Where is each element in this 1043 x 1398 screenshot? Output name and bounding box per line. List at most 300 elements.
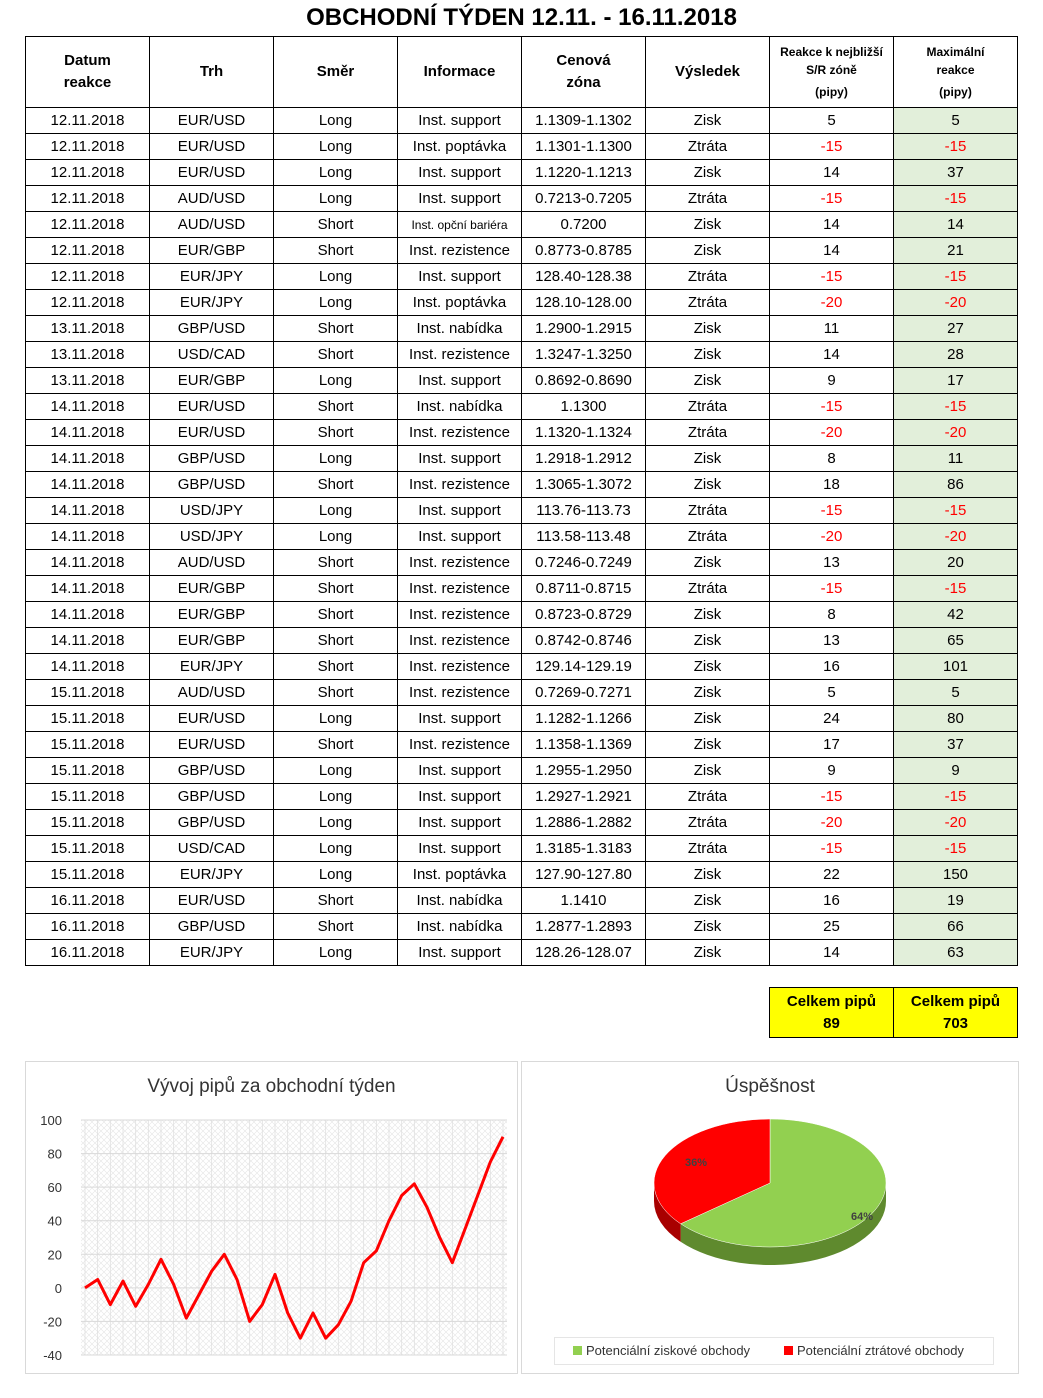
- cell-max: 42: [894, 602, 1018, 628]
- cell-smer: Long: [274, 940, 398, 966]
- table-body: [26, 108, 1018, 966]
- cell-max: 28: [894, 342, 1018, 368]
- cell-zona: 0.7200: [522, 212, 646, 238]
- cell-max: -15: [894, 394, 1018, 420]
- cell-trh: EUR/JPY: [150, 264, 274, 290]
- y-tick-label: -40: [43, 1348, 62, 1363]
- cell-informace: Inst. rezistence: [398, 602, 522, 628]
- cell-reakce: 9: [770, 758, 894, 784]
- cell-datum: 16.11.2018: [26, 914, 150, 940]
- cell-smer: Long: [274, 134, 398, 160]
- cell-datum: 14.11.2018: [26, 446, 150, 472]
- cell-smer: Long: [274, 264, 398, 290]
- line-chart-panel: [25, 1061, 518, 1374]
- cell-smer: Short: [274, 212, 398, 238]
- header-max-line3: (pipy): [939, 85, 972, 99]
- cell-max: -20: [894, 420, 1018, 446]
- cell-reakce: -20: [770, 810, 894, 836]
- cell-reakce: 25: [770, 914, 894, 940]
- cell-trh: EUR/USD: [150, 134, 274, 160]
- cell-max: 5: [894, 108, 1018, 134]
- cell-datum: 15.11.2018: [26, 862, 150, 888]
- cell-datum: 13.11.2018: [26, 368, 150, 394]
- cell-vysledek: Ztráta: [646, 498, 770, 524]
- cell-trh: EUR/JPY: [150, 862, 274, 888]
- cell-reakce: -15: [770, 784, 894, 810]
- total-max-value: 703: [942, 1014, 969, 1032]
- cell-vysledek: Zisk: [646, 550, 770, 576]
- cell-zona: 113.58-113.48: [522, 524, 646, 550]
- cell-reakce: 13: [770, 628, 894, 654]
- cell-datum: 16.11.2018: [26, 888, 150, 914]
- legend-item-loss: [784, 1343, 964, 1358]
- cell-zona: 1.3065-1.3072: [522, 472, 646, 498]
- cell-informace: Inst. support: [398, 940, 522, 966]
- cell-reakce: 5: [770, 108, 894, 134]
- cell-vysledek: Ztráta: [646, 576, 770, 602]
- cell-datum: 13.11.2018: [26, 316, 150, 342]
- cell-datum: 15.11.2018: [26, 706, 150, 732]
- cell-trh: GBP/USD: [150, 758, 274, 784]
- y-tick-label: 0: [54, 1280, 62, 1296]
- cell-smer: Short: [274, 732, 398, 758]
- cell-reakce: 16: [770, 654, 894, 680]
- cell-max: 37: [894, 732, 1018, 758]
- cell-datum: 15.11.2018: [26, 836, 150, 862]
- cell-informace: Inst. support: [398, 758, 522, 784]
- cell-max: -15: [894, 836, 1018, 862]
- cell-zona: 1.3185-1.3183: [522, 836, 646, 862]
- cell-datum: 14.11.2018: [26, 550, 150, 576]
- cell-smer: Short: [274, 550, 398, 576]
- table-row: [26, 446, 1018, 472]
- pie-data-label: 36%: [684, 1157, 708, 1169]
- cell-informace: Inst. support: [398, 264, 522, 290]
- cell-informace: Inst. rezistence: [398, 680, 522, 706]
- cell-vysledek: Zisk: [646, 914, 770, 940]
- cell-zona: 128.26-128.07: [522, 940, 646, 966]
- cell-informace: Inst. opční bariéra: [398, 212, 522, 238]
- table-row: [26, 862, 1018, 888]
- cell-max: 150: [894, 862, 1018, 888]
- cell-informace: Inst. support: [398, 160, 522, 186]
- cell-reakce: 8: [770, 602, 894, 628]
- cell-reakce: -15: [770, 264, 894, 290]
- cell-zona: 128.10-128.00: [522, 290, 646, 316]
- cell-informace: Inst. rezistence: [398, 238, 522, 264]
- cell-vysledek: Zisk: [646, 680, 770, 706]
- cell-reakce: -15: [770, 576, 894, 602]
- cell-informace: Inst. support: [398, 368, 522, 394]
- cell-max: 63: [894, 940, 1018, 966]
- cell-vysledek: Zisk: [646, 342, 770, 368]
- cell-smer: Short: [274, 420, 398, 446]
- cell-zona: 1.2918-1.2912: [522, 446, 646, 472]
- cell-vysledek: Zisk: [646, 654, 770, 680]
- cell-datum: 12.11.2018: [26, 186, 150, 212]
- cell-smer: Long: [274, 810, 398, 836]
- cell-max: 9: [894, 758, 1018, 784]
- cell-zona: 0.7269-0.7271: [522, 680, 646, 706]
- cell-informace: Inst. rezistence: [398, 654, 522, 680]
- cell-datum: 14.11.2018: [26, 576, 150, 602]
- cell-smer: Short: [274, 316, 398, 342]
- cell-reakce: -15: [770, 498, 894, 524]
- cell-smer: Short: [274, 888, 398, 914]
- cell-reakce: 24: [770, 706, 894, 732]
- cell-zona: 1.2927-1.2921: [522, 784, 646, 810]
- pie-legend: [554, 1337, 994, 1365]
- cell-vysledek: Ztráta: [646, 394, 770, 420]
- cell-datum: 14.11.2018: [26, 394, 150, 420]
- cell-trh: USD/CAD: [150, 342, 274, 368]
- cell-trh: EUR/GBP: [150, 628, 274, 654]
- cell-vysledek: Ztráta: [646, 290, 770, 316]
- cell-trh: EUR/USD: [150, 394, 274, 420]
- cell-vysledek: Ztráta: [646, 264, 770, 290]
- cell-smer: Long: [274, 862, 398, 888]
- cell-reakce: 11: [770, 316, 894, 342]
- cell-max: 21: [894, 238, 1018, 264]
- cell-trh: EUR/JPY: [150, 940, 274, 966]
- y-tick-label: 20: [47, 1247, 62, 1263]
- trades-table: [25, 36, 1018, 966]
- cell-trh: USD/JPY: [150, 524, 274, 550]
- cell-vysledek: Zisk: [646, 706, 770, 732]
- table-row: [26, 368, 1018, 394]
- table-row: [26, 810, 1018, 836]
- cell-informace: Inst. rezistence: [398, 420, 522, 446]
- table-row: [26, 888, 1018, 914]
- header-datum: [26, 37, 150, 108]
- cell-vysledek: Ztráta: [646, 134, 770, 160]
- header-informace: Informace: [398, 37, 522, 108]
- table-row: [26, 680, 1018, 706]
- cell-reakce: 14: [770, 940, 894, 966]
- cell-reakce: -20: [770, 420, 894, 446]
- cell-informace: Inst. nabídka: [398, 888, 522, 914]
- cell-informace: Inst. rezistence: [398, 550, 522, 576]
- total-reakce-value: 89: [823, 1014, 840, 1032]
- cell-zona: 0.8742-0.8746: [522, 628, 646, 654]
- cell-trh: EUR/USD: [150, 888, 274, 914]
- cell-max: 11: [894, 446, 1018, 472]
- table-row: [26, 316, 1018, 342]
- cell-max: 19: [894, 888, 1018, 914]
- cell-reakce: -15: [770, 186, 894, 212]
- plot-area: [81, 1120, 507, 1355]
- cell-max: 65: [894, 628, 1018, 654]
- pie-chart: [522, 1062, 1018, 1373]
- header-max-line1: Maximální: [926, 45, 985, 59]
- total-max-cell: [894, 988, 1018, 1038]
- cell-zona: 0.8711-0.8715: [522, 576, 646, 602]
- cell-reakce: 14: [770, 212, 894, 238]
- cell-vysledek: Zisk: [646, 602, 770, 628]
- header-datum-label: Datum reakce: [63, 52, 112, 91]
- cell-max: -20: [894, 524, 1018, 550]
- cell-vysledek: Zisk: [646, 446, 770, 472]
- totals-table: [769, 987, 1018, 1038]
- cell-zona: 1.2900-1.2915: [522, 316, 646, 342]
- cell-max: 80: [894, 706, 1018, 732]
- table-row: [26, 108, 1018, 134]
- cell-max: 5: [894, 680, 1018, 706]
- cell-reakce: 8: [770, 446, 894, 472]
- cell-smer: Short: [274, 602, 398, 628]
- cell-trh: AUD/USD: [150, 212, 274, 238]
- cell-smer: Long: [274, 290, 398, 316]
- cell-zona: 1.1309-1.1302: [522, 108, 646, 134]
- cell-vysledek: Zisk: [646, 472, 770, 498]
- cell-trh: AUD/USD: [150, 550, 274, 576]
- cell-datum: 16.11.2018: [26, 940, 150, 966]
- cell-trh: EUR/USD: [150, 732, 274, 758]
- cell-zona: 1.1220-1.1213: [522, 160, 646, 186]
- cell-smer: Short: [274, 394, 398, 420]
- cell-zona: 1.1300: [522, 394, 646, 420]
- cell-informace: Inst. support: [398, 706, 522, 732]
- cell-smer: Short: [274, 914, 398, 940]
- cell-datum: 13.11.2018: [26, 342, 150, 368]
- cell-datum: 12.11.2018: [26, 290, 150, 316]
- cell-trh: GBP/USD: [150, 810, 274, 836]
- cell-trh: GBP/USD: [150, 914, 274, 940]
- page-title: OBCHODNÍ TÝDEN 12.11. - 16.11.2018: [306, 4, 737, 31]
- table-row: [26, 160, 1018, 186]
- cell-max: 66: [894, 914, 1018, 940]
- cell-smer: Short: [274, 238, 398, 264]
- cell-vysledek: Zisk: [646, 212, 770, 238]
- header-smer: Směr: [274, 37, 398, 108]
- cell-smer: Long: [274, 108, 398, 134]
- cell-smer: Short: [274, 680, 398, 706]
- cell-smer: Long: [274, 758, 398, 784]
- y-tick-label: 60: [47, 1180, 62, 1196]
- cell-datum: 14.11.2018: [26, 654, 150, 680]
- table-row: [26, 576, 1018, 602]
- cell-max: 101: [894, 654, 1018, 680]
- cell-datum: 12.11.2018: [26, 212, 150, 238]
- cell-vysledek: Ztráta: [646, 784, 770, 810]
- cell-max: -20: [894, 810, 1018, 836]
- cell-vysledek: Zisk: [646, 316, 770, 342]
- cell-datum: 12.11.2018: [26, 134, 150, 160]
- cell-datum: 15.11.2018: [26, 758, 150, 784]
- total-reakce-cell: [770, 988, 894, 1038]
- cell-reakce: 14: [770, 160, 894, 186]
- cell-zona: 1.1301-1.1300: [522, 134, 646, 160]
- cell-trh: EUR/GBP: [150, 576, 274, 602]
- cell-smer: Long: [274, 524, 398, 550]
- cell-trh: USD/CAD: [150, 836, 274, 862]
- cell-max: 27: [894, 316, 1018, 342]
- cell-reakce: 13: [770, 550, 894, 576]
- pie-chart-title: Úspěšnost: [725, 1076, 815, 1097]
- cell-reakce: 18: [770, 472, 894, 498]
- cell-trh: EUR/JPY: [150, 290, 274, 316]
- table-row: [26, 654, 1018, 680]
- cell-zona: 1.3247-1.3250: [522, 342, 646, 368]
- header-reakce-line2: S/R zóně: [806, 63, 857, 77]
- pie-chart-panel: [521, 1061, 1019, 1374]
- cell-smer: Short: [274, 654, 398, 680]
- cell-trh: EUR/JPY: [150, 654, 274, 680]
- cell-zona: 1.2886-1.2882: [522, 810, 646, 836]
- cell-max: -15: [894, 498, 1018, 524]
- cell-reakce: 14: [770, 342, 894, 368]
- cell-max: 20: [894, 550, 1018, 576]
- line-chart-title: Vývoj pipů za obchodní týden: [147, 1076, 396, 1097]
- cell-zona: 127.90-127.80: [522, 862, 646, 888]
- cell-informace: Inst. support: [398, 524, 522, 550]
- cell-smer: Long: [274, 186, 398, 212]
- y-tick-label: 100: [40, 1113, 62, 1128]
- cell-datum: 15.11.2018: [26, 810, 150, 836]
- cell-smer: Long: [274, 160, 398, 186]
- legend-item-win: [573, 1343, 750, 1358]
- table-row: [26, 186, 1018, 212]
- cell-informace: Inst. support: [398, 784, 522, 810]
- cell-vysledek: Ztráta: [646, 836, 770, 862]
- cell-reakce: 14: [770, 238, 894, 264]
- cell-informace: Inst. support: [398, 186, 522, 212]
- cell-zona: 0.7246-0.7249: [522, 550, 646, 576]
- legend-swatch-loss: [784, 1346, 793, 1355]
- table-row: [26, 914, 1018, 940]
- cell-max: 86: [894, 472, 1018, 498]
- cell-datum: 12.11.2018: [26, 238, 150, 264]
- cell-zona: 129.14-129.19: [522, 654, 646, 680]
- table-row: [26, 290, 1018, 316]
- cell-informace: Inst. rezistence: [398, 576, 522, 602]
- cell-zona: 1.1320-1.1324: [522, 420, 646, 446]
- cell-reakce: -15: [770, 134, 894, 160]
- cell-informace: Inst. nabídka: [398, 316, 522, 342]
- cell-vysledek: Ztráta: [646, 524, 770, 550]
- cell-vysledek: Zisk: [646, 238, 770, 264]
- cell-informace: Inst. support: [398, 498, 522, 524]
- line-chart: [26, 1062, 517, 1373]
- cell-zona: 1.2955-1.2950: [522, 758, 646, 784]
- header-max-line2: reakce: [936, 63, 975, 77]
- cell-max: -15: [894, 186, 1018, 212]
- cell-datum: 14.11.2018: [26, 602, 150, 628]
- cell-vysledek: Ztráta: [646, 420, 770, 446]
- header-reakce-line3: (pipy): [815, 85, 848, 99]
- cell-reakce: 9: [770, 368, 894, 394]
- cell-reakce: 5: [770, 680, 894, 706]
- cell-reakce: 16: [770, 888, 894, 914]
- cell-reakce: -15: [770, 394, 894, 420]
- total-reakce-label: Celkem pipů: [786, 992, 877, 1010]
- cell-informace: Inst. support: [398, 810, 522, 836]
- cell-reakce: -20: [770, 290, 894, 316]
- cell-informace: Inst. rezistence: [398, 342, 522, 368]
- cell-zona: 128.40-128.38: [522, 264, 646, 290]
- cell-max: -20: [894, 290, 1018, 316]
- table-row: [26, 420, 1018, 446]
- cell-trh: AUD/USD: [150, 186, 274, 212]
- cell-datum: 14.11.2018: [26, 420, 150, 446]
- cell-informace: Inst. support: [398, 108, 522, 134]
- table-row: [26, 264, 1018, 290]
- table-row: [26, 394, 1018, 420]
- cell-vysledek: Zisk: [646, 368, 770, 394]
- table-row: [26, 836, 1018, 862]
- cell-datum: 12.11.2018: [26, 108, 150, 134]
- cell-vysledek: Zisk: [646, 628, 770, 654]
- cell-max: -15: [894, 264, 1018, 290]
- cell-datum: 12.11.2018: [26, 264, 150, 290]
- table-row: [26, 784, 1018, 810]
- cell-smer: Short: [274, 472, 398, 498]
- cell-vysledek: Zisk: [646, 888, 770, 914]
- cell-max: 14: [894, 212, 1018, 238]
- cell-datum: 12.11.2018: [26, 160, 150, 186]
- cell-reakce: 22: [770, 862, 894, 888]
- cell-max: -15: [894, 134, 1018, 160]
- table-row: [26, 498, 1018, 524]
- cell-trh: GBP/USD: [150, 472, 274, 498]
- cell-smer: Long: [274, 706, 398, 732]
- cell-smer: Long: [274, 784, 398, 810]
- header-zona-label: Cenová zóna: [556, 52, 611, 91]
- cell-informace: Inst. nabídka: [398, 914, 522, 940]
- cell-trh: AUD/USD: [150, 680, 274, 706]
- table-row: [26, 524, 1018, 550]
- table-row: [26, 212, 1018, 238]
- legend-label-win: Potenciální ziskové obchody: [586, 1343, 751, 1358]
- cell-max: -15: [894, 576, 1018, 602]
- y-tick-label: 40: [47, 1213, 62, 1229]
- table-row: [26, 134, 1018, 160]
- cell-informace: Inst. nabídka: [398, 394, 522, 420]
- cell-vysledek: Zisk: [646, 160, 770, 186]
- cell-zona: 0.7213-0.7205: [522, 186, 646, 212]
- table-row: [26, 758, 1018, 784]
- cell-datum: 14.11.2018: [26, 472, 150, 498]
- cell-datum: 15.11.2018: [26, 732, 150, 758]
- cell-max: 37: [894, 160, 1018, 186]
- cell-trh: GBP/USD: [150, 316, 274, 342]
- table-row: [26, 550, 1018, 576]
- header-trh: Trh: [150, 37, 274, 108]
- table-header: [26, 37, 1018, 108]
- header-zona: [522, 37, 646, 108]
- cell-smer: Long: [274, 836, 398, 862]
- cell-vysledek: Zisk: [646, 758, 770, 784]
- cell-informace: Inst. rezistence: [398, 472, 522, 498]
- cell-informace: Inst. poptávka: [398, 290, 522, 316]
- cell-reakce: 17: [770, 732, 894, 758]
- table-row: [26, 706, 1018, 732]
- cell-reakce: -15: [770, 836, 894, 862]
- header-reakce: [770, 37, 894, 108]
- header-max: [894, 37, 1018, 108]
- cell-trh: GBP/USD: [150, 784, 274, 810]
- cell-smer: Long: [274, 368, 398, 394]
- y-tick-label: -20: [43, 1314, 62, 1330]
- cell-trh: EUR/GBP: [150, 602, 274, 628]
- cell-zona: 0.8723-0.8729: [522, 602, 646, 628]
- legend-label-loss: Potenciální ztrátové obchody: [797, 1343, 964, 1358]
- header-vysledek: Výsledek: [646, 37, 770, 108]
- cell-datum: 15.11.2018: [26, 680, 150, 706]
- cell-vysledek: Zisk: [646, 862, 770, 888]
- cell-trh: EUR/USD: [150, 160, 274, 186]
- cell-max: 17: [894, 368, 1018, 394]
